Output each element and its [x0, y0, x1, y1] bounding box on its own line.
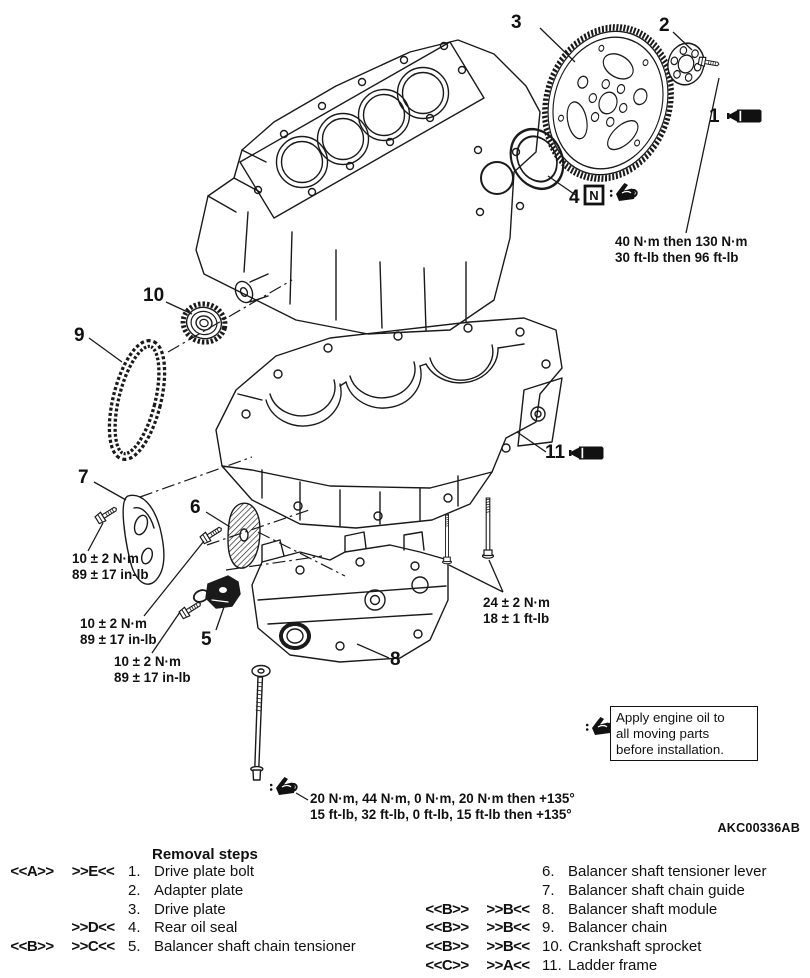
installation-symbol [58, 901, 128, 920]
parts-list-left [6, 863, 356, 957]
torque-line: 10 ± 2 N·m [72, 551, 139, 566]
part-name: Balancer shaft module [568, 900, 718, 918]
part-name: Balancer shaft chain guide [568, 881, 745, 899]
part-name: Drive plate bolt [154, 863, 255, 880]
installation-symbol: >>B<< [486, 919, 530, 937]
torque-line: 10 ± 2 N·m [114, 654, 181, 669]
callout-3: 3 [511, 12, 522, 33]
oil-can-icon [586, 717, 613, 735]
part-number: 10. [542, 938, 563, 956]
part-number: 5. [128, 938, 141, 956]
cylinder-block-art [196, 40, 540, 334]
callout-4: 4 [569, 187, 580, 208]
removal-symbol: <<B>> [425, 900, 469, 918]
part-number: 1. [128, 863, 141, 880]
part-name: Balancer chain [568, 919, 668, 937]
torque-line: 20 N·m, 44 N·m, 0 N·m, 20 N·m then +135° [310, 791, 575, 806]
removal-symbol: <<C>> [425, 956, 469, 974]
sealant-tube-icon [569, 447, 604, 460]
note-line: all moving parts [616, 725, 710, 741]
installation-symbol: >>B<< [486, 900, 530, 918]
parts-list-right [420, 863, 766, 976]
part-number: 4. [128, 919, 141, 937]
oil-can-icon [270, 777, 297, 795]
crankshaft-sprocket-art [179, 299, 229, 346]
balancer-module-art [252, 532, 448, 662]
callout-10: 10 [143, 285, 165, 306]
torque-chain-guide [72, 551, 149, 582]
torque-module-bolt [310, 791, 575, 822]
removal-symbol: <<B>> [425, 919, 469, 937]
removal-symbol: <<B>> [10, 938, 54, 956]
ladder-frame-stud-short [442, 514, 451, 563]
torque-line: 30 ft-lb then 96 ft-lb [615, 249, 739, 265]
part-number: 6. [542, 863, 555, 880]
part-name: Crankshaft sprocket [568, 938, 702, 956]
callout-9: 9 [74, 325, 85, 346]
torque-line: 89 ± 17 in-lb [114, 669, 191, 685]
torque-line: 40 N·m then 130 N·m [615, 234, 748, 249]
callout-1: 1 [709, 106, 720, 127]
torque-line: 24 ± 2 N·m [483, 595, 550, 610]
torque-chain-tensioner [114, 654, 191, 685]
installation-symbol: >>D<< [71, 919, 115, 937]
installation-symbol: >>B<< [486, 938, 530, 956]
installation-symbol [474, 882, 542, 901]
parts-list-title: Removal steps [152, 846, 258, 863]
part-number: 9. [542, 919, 555, 937]
removal-symbol [420, 882, 474, 901]
callout-5: 5 [201, 629, 212, 650]
callout-8: 8 [390, 649, 401, 670]
oil-can-icon [610, 183, 637, 201]
callout-11: 11 [545, 442, 566, 463]
torque-line: 18 ± 1 ft-lb [483, 610, 550, 626]
part-name: Rear oil seal [154, 919, 238, 937]
part-number: 7. [542, 881, 555, 899]
oil-note-box [610, 706, 758, 761]
installation-symbol: >>E<< [71, 863, 115, 880]
torque-tensioner-lever [80, 616, 157, 647]
removal-symbol [6, 919, 58, 938]
removal-symbol [6, 882, 58, 901]
part-number: 2. [128, 881, 141, 899]
torque-line: 15 ft-lb, 32 ft-lb, 0 ft-lb, 15 ft-lb then +135° [310, 806, 572, 822]
callout-2: 2 [659, 15, 670, 36]
new-part-letter: N [589, 188, 599, 203]
removal-symbol: <<A>> [10, 863, 54, 880]
torque-line: 89 ± 17 in-lb [72, 566, 149, 582]
ladder-frame-art [216, 318, 562, 528]
callout-7: 7 [78, 467, 89, 488]
part-name: Ladder frame [568, 956, 658, 974]
installation-symbol: >>A<< [486, 956, 530, 974]
figure-code: AKC00336AB [717, 821, 800, 835]
removal-symbol [420, 863, 474, 882]
removal-symbol [6, 901, 58, 920]
torque-line: 10 ± 2 N·m [80, 616, 147, 631]
part-name: Adapter plate [154, 881, 244, 899]
part-name: Drive plate [154, 900, 226, 918]
torque-line: 89 ± 17 in-lb [80, 631, 157, 647]
removal-symbol: <<B>> [425, 938, 469, 956]
bolt-chain-guide [95, 504, 119, 524]
new-part-symbol [585, 186, 603, 204]
ladder-frame-stud-long [483, 498, 494, 558]
installation-symbol [58, 882, 128, 901]
note-line: before installation. [616, 741, 724, 757]
part-number: 11. [542, 956, 562, 974]
installation-symbol: >>C<< [71, 938, 115, 956]
balancer-chain-art [103, 339, 172, 462]
part-number: 3. [128, 900, 141, 918]
installation-symbol [474, 863, 542, 882]
part-name: Balancer shaft tensioner lever [568, 863, 767, 880]
sealant-tube-icon [727, 110, 762, 123]
callout-6: 6 [190, 497, 201, 518]
torque-ladder-studs [483, 595, 550, 626]
note-line: Apply engine oil to [616, 710, 725, 725]
part-name: Balancer shaft chain tensioner [154, 938, 356, 956]
torque-drive-plate [615, 234, 747, 265]
part-number: 8. [542, 900, 555, 918]
module-long-bolt [251, 666, 270, 781]
